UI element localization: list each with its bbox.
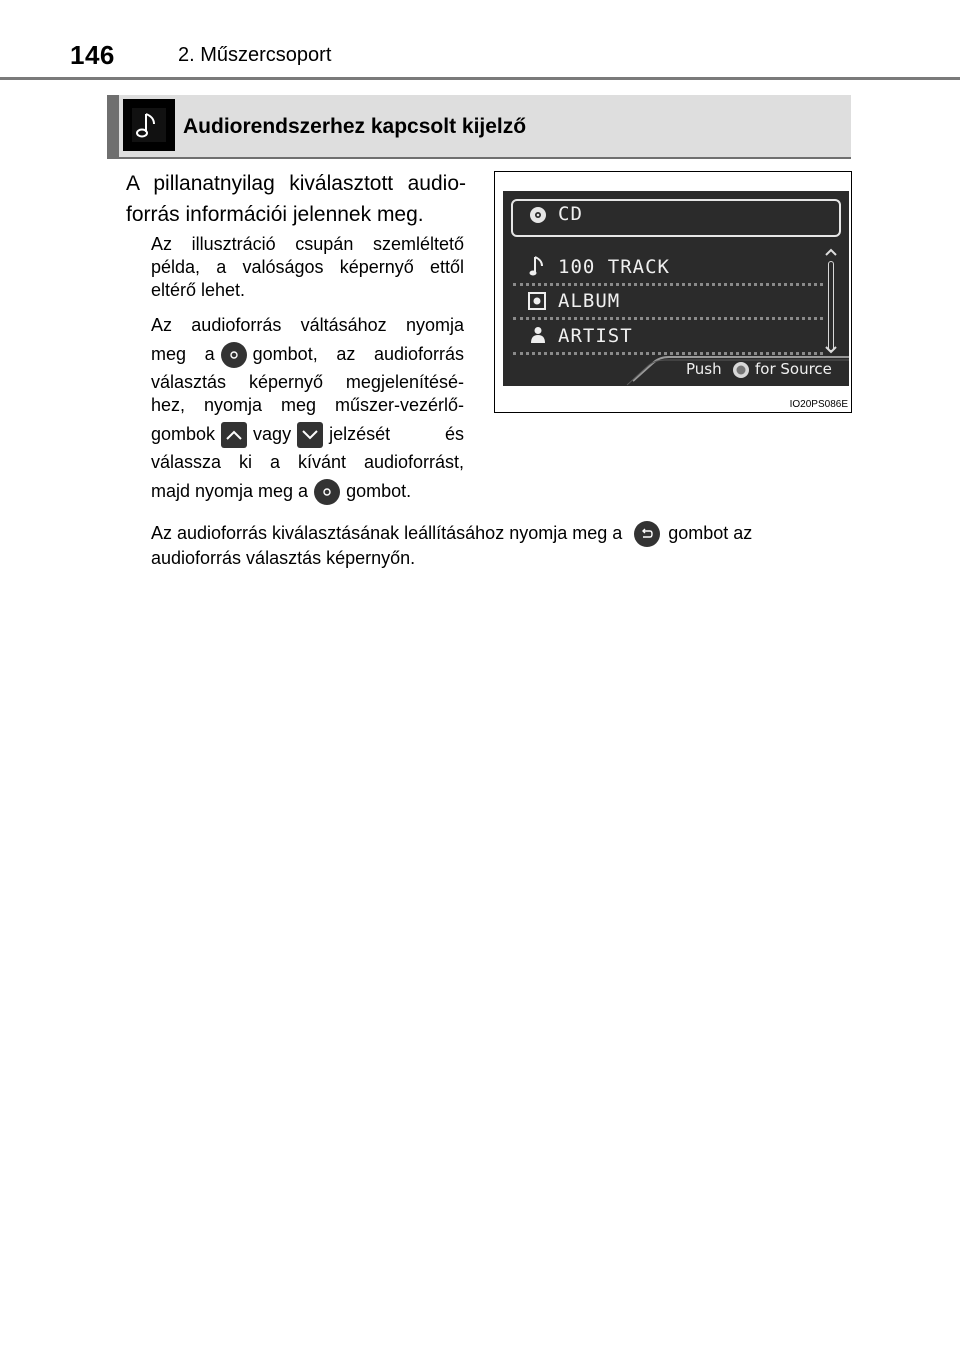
note-line: hez, nyomja meg műszer-vezérlő- bbox=[151, 395, 464, 415]
note-text: gombot, az audioforrás bbox=[252, 344, 465, 364]
note-line bbox=[151, 521, 851, 547]
knob-icon bbox=[732, 361, 750, 384]
row-divider bbox=[513, 283, 823, 286]
back-button-icon bbox=[634, 521, 660, 547]
note-text: Az audioforrás kiválasztásának leállításához nyomja meg a bbox=[151, 522, 623, 543]
note-cancel-selection bbox=[151, 521, 851, 570]
music-note-icon bbox=[123, 99, 175, 151]
enter-button-icon bbox=[221, 342, 247, 368]
note-line: példa, a valóságos képernyő ettől bbox=[151, 257, 464, 277]
note-line: eltérő lehet. bbox=[151, 280, 246, 300]
artist-icon bbox=[530, 326, 546, 349]
lead-line: forrás információi jelennek meg. bbox=[126, 203, 424, 226]
track-label: 100 TRACK bbox=[558, 256, 670, 278]
note-text: gombok bbox=[151, 424, 216, 444]
display-illustration bbox=[494, 171, 852, 413]
note-line bbox=[151, 417, 464, 451]
audio-screen bbox=[503, 191, 849, 386]
note-text: majd nyomja meg a bbox=[151, 481, 309, 501]
source-label: CD bbox=[558, 203, 583, 225]
scrollbar bbox=[828, 261, 834, 351]
section-header bbox=[107, 95, 851, 159]
artist-label: ARTIST bbox=[558, 325, 633, 347]
chapter-title: 2. Műszercsoport bbox=[178, 44, 332, 66]
note-line: audioforrás választás képernyőn. bbox=[151, 548, 416, 568]
album-label: ALBUM bbox=[558, 290, 621, 312]
album-icon bbox=[528, 292, 546, 315]
lead-paragraph bbox=[126, 168, 466, 230]
note-line bbox=[151, 474, 464, 508]
note-illustration bbox=[151, 233, 464, 302]
note-line bbox=[151, 337, 464, 371]
chevron-up-icon bbox=[221, 422, 247, 448]
row-divider bbox=[513, 317, 823, 320]
header-rule bbox=[0, 77, 960, 80]
note-line: választás képernyő megjelenítésé- bbox=[151, 372, 464, 392]
lead-line: A pillanatnyilag kiválasztott audio- bbox=[126, 172, 466, 195]
footer-source-text: for Source bbox=[755, 360, 832, 378]
note-line: Az audioforrás váltásához nyomja bbox=[151, 315, 464, 335]
chevron-down-icon bbox=[297, 422, 323, 448]
note-text: vagy bbox=[253, 424, 292, 444]
figure-id: IO20PS086E bbox=[789, 399, 848, 410]
note-text: meg a bbox=[151, 344, 215, 364]
note-text: jelzését és bbox=[329, 424, 464, 444]
note-line: válassza ki a kívánt audioforrást, bbox=[151, 452, 464, 472]
scroll-up-icon bbox=[825, 243, 837, 261]
note-line: Az illusztráció csupán szemléltető bbox=[151, 234, 464, 254]
note-switch-source bbox=[151, 314, 464, 508]
music-note-icon bbox=[529, 255, 545, 282]
note-text: gombot. bbox=[346, 481, 412, 501]
disc-icon bbox=[529, 206, 547, 229]
enter-button-icon bbox=[314, 479, 340, 505]
page-number: 146 bbox=[70, 40, 115, 70]
note-text: gombot az bbox=[668, 522, 753, 543]
section-title: Audiorendszerhez kapcsolt kijelző bbox=[183, 115, 527, 138]
footer-push-text: Push bbox=[686, 360, 722, 378]
